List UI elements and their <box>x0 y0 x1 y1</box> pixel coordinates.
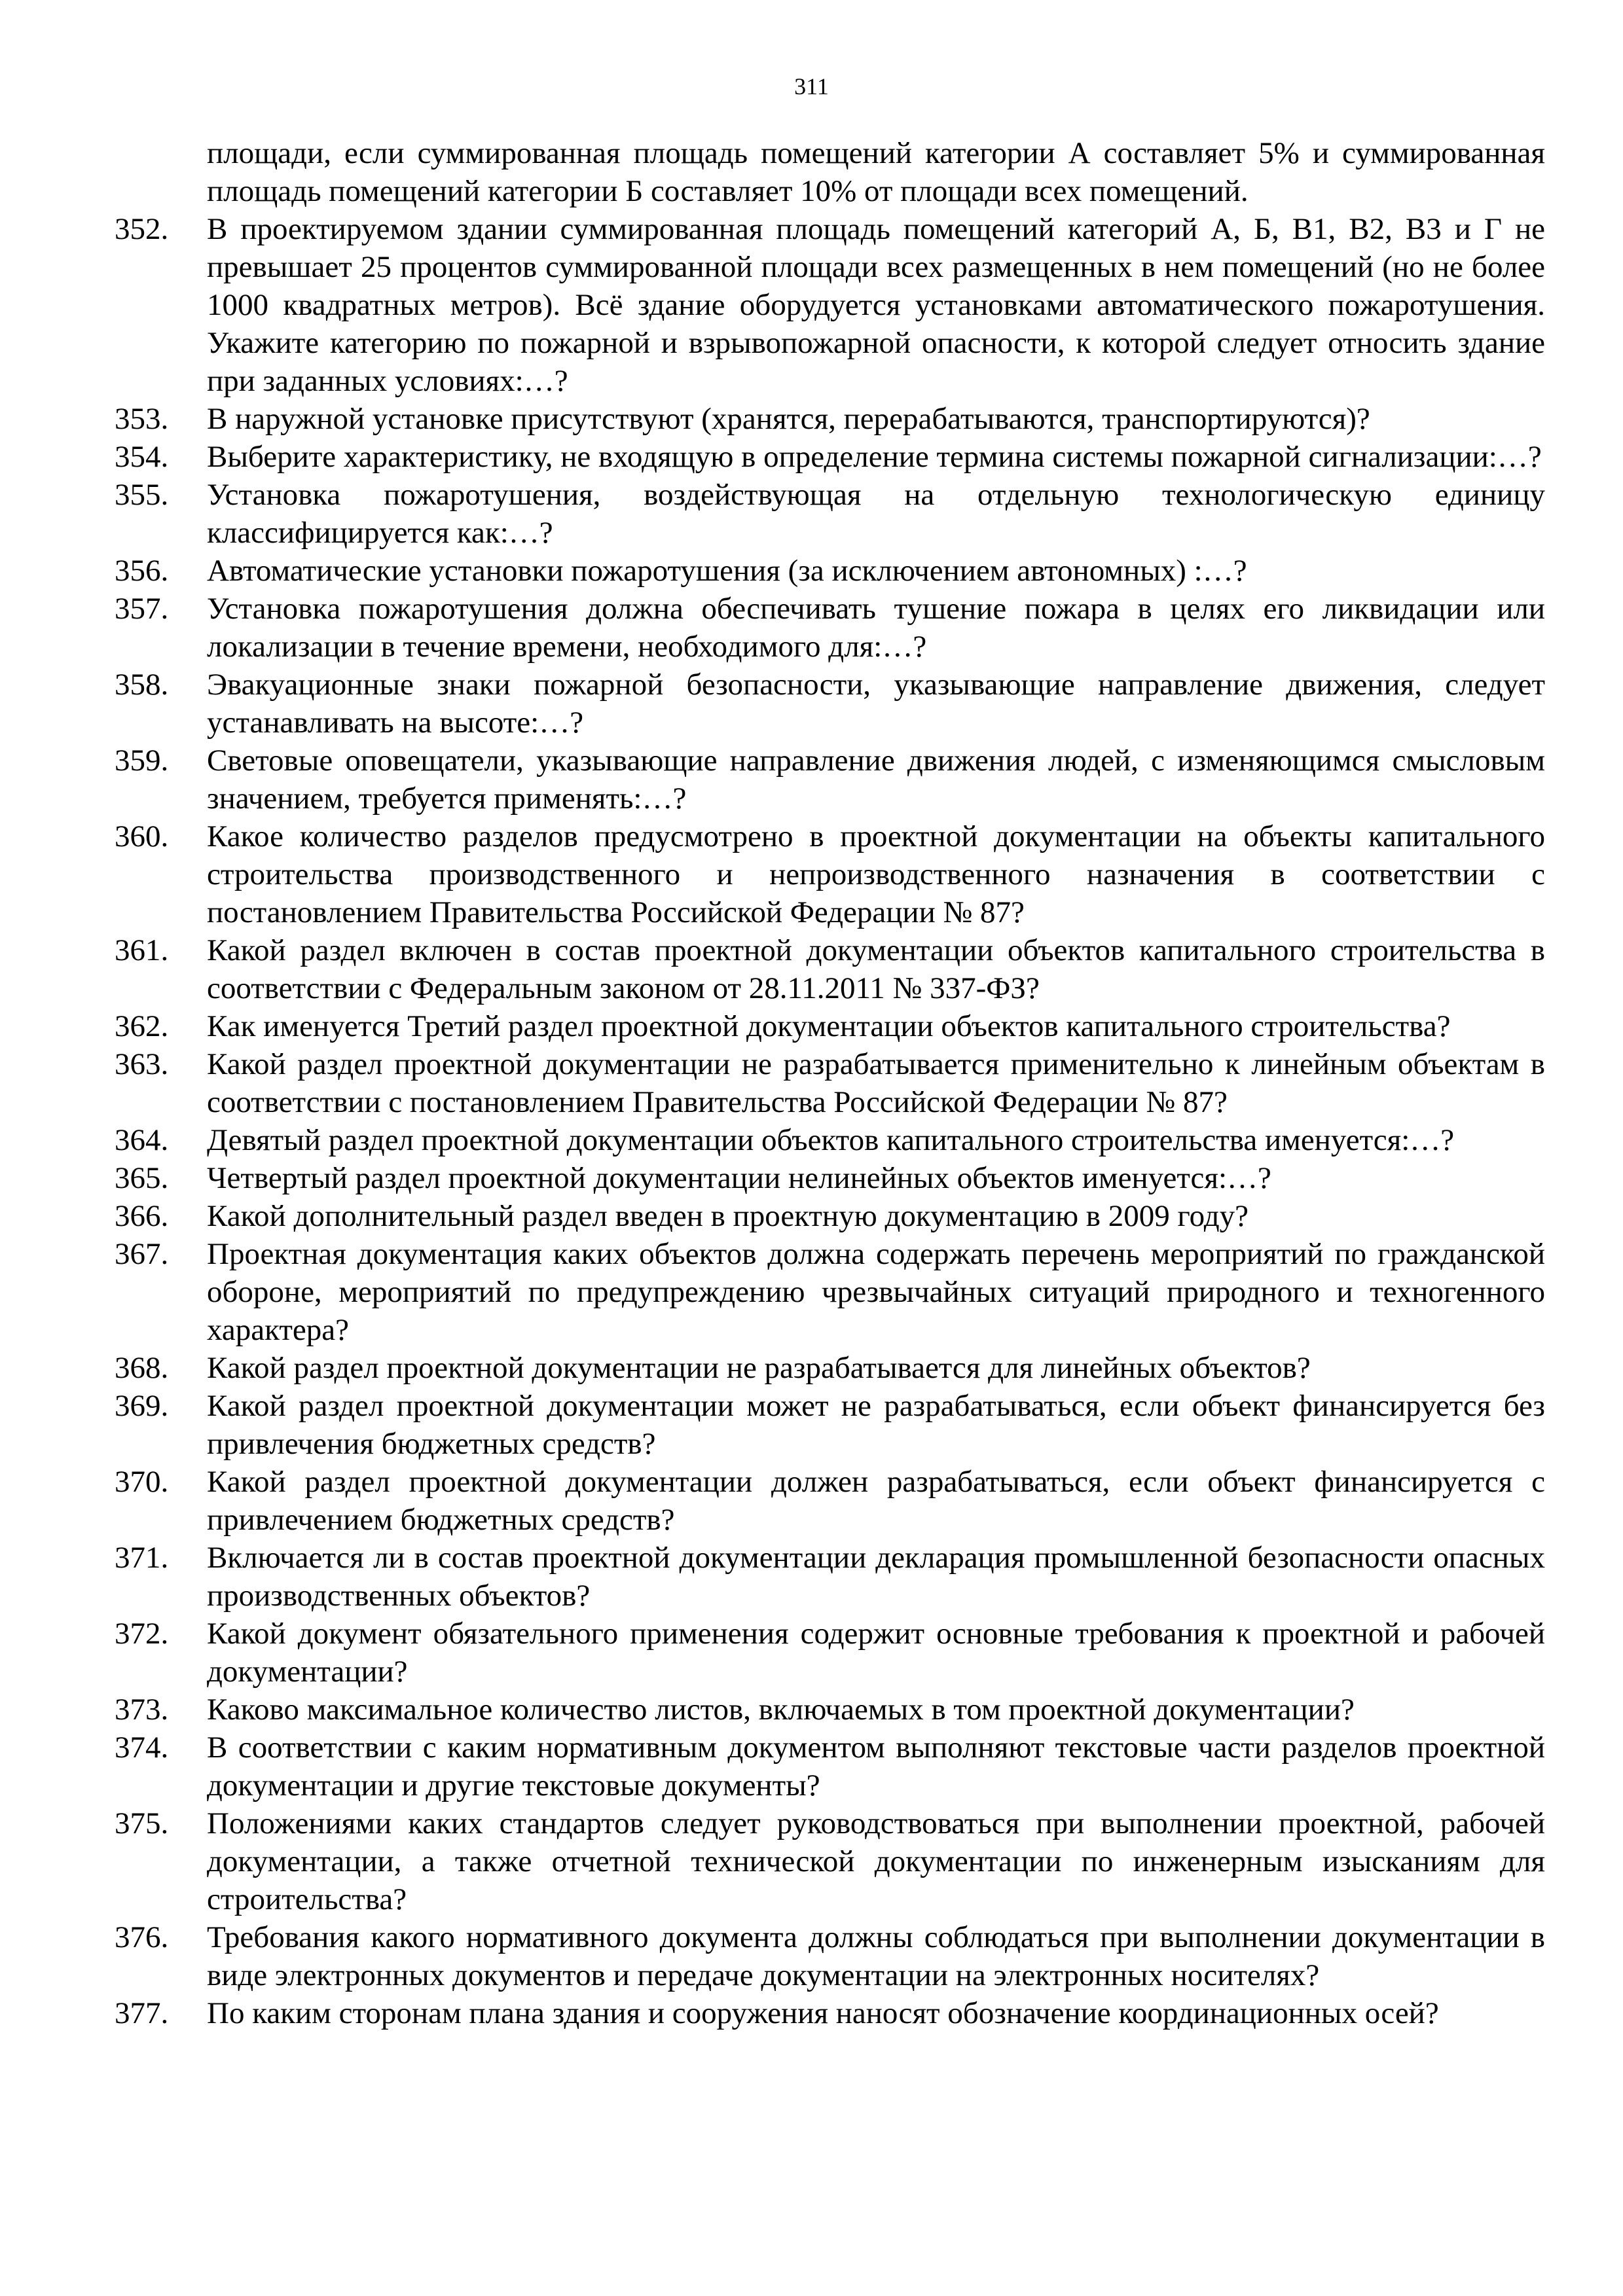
question-text: В наружной установке присутствуют (хранятся, перерабатываются, транспортируются)? <box>207 402 1370 436</box>
question-number: 369. <box>115 1389 169 1423</box>
question-item <box>115 476 1545 552</box>
question-item <box>115 1387 1545 1463</box>
question-item <box>115 817 1545 931</box>
question-item <box>115 1349 1545 1387</box>
question-item <box>115 1159 1545 1197</box>
question-number: 364. <box>115 1123 169 1157</box>
question-number: 374. <box>115 1731 169 1765</box>
question-list <box>115 210 1545 2032</box>
question-item <box>115 552 1545 590</box>
question-text: По каким сторонам плана здания и сооружения наносят обозначение координационных осей? <box>207 1996 1439 2030</box>
question-text: Установка пожаротушения, воздействующая на отдельную технологическую единицу классифицируется как:…? <box>207 478 1545 550</box>
question-number: 376. <box>115 1920 169 1954</box>
question-item <box>115 1121 1545 1159</box>
question-item <box>115 1615 1545 1691</box>
question-text: Положениями каких стандартов следует руководствоваться при выполнении проектной, рабочей документации, а также отчетной технической документации по инженерным изысканиям для строительства? <box>207 1806 1545 1916</box>
question-number: 375. <box>115 1806 169 1840</box>
question-number: 353. <box>115 402 169 436</box>
question-number: 352. <box>115 212 169 246</box>
question-text: В проектируемом здании суммированная площадь помещений категорий А, Б, В1, В2, В3 и Г не превышает 25 процентов суммированной площади всех размещенных в нем помещений (но не более 1000 квадратных метров). Всё здание оборудуется установками автоматического пожаротушения. Укажите категорию по пожарной и взрывопожарной опасности, к которой следует относить здание при заданных условиях:…? <box>207 212 1545 398</box>
question-number: 373. <box>115 1693 169 1727</box>
question-text: Какой документ обязательного применения содержит основные требования к проектной и рабочей документации? <box>207 1617 1545 1689</box>
question-number: 370. <box>115 1465 169 1499</box>
question-item <box>115 210 1545 400</box>
question-text: Установка пожаротушения должна обеспечивать тушение пожара в целях его ликвидации или локализации в течение времени, необходимого для:…? <box>207 592 1545 664</box>
question-number: 355. <box>115 478 169 512</box>
question-number: 360. <box>115 819 169 853</box>
question-text: Какой раздел проектной документации может не разрабатываться, если объект финансируется без привлечения бюджетных средств? <box>207 1389 1545 1461</box>
question-number: 368. <box>115 1351 169 1385</box>
question-text: Какой раздел включен в состав проектной документации объектов капитального строительства в соответствии с Федеральным законом от 28.11.2011 № 337-ФЗ? <box>207 933 1545 1005</box>
question-item <box>115 1691 1545 1729</box>
page-number: 311 <box>794 73 829 99</box>
question-number: 362. <box>115 1009 169 1043</box>
question-number: 359. <box>115 744 169 778</box>
question-text: Требования какого нормативного документа должны соблюдаться при выполнении документации в виде электронных документов и передаче документации на электронных носителях? <box>207 1920 1545 1992</box>
question-number: 356. <box>115 554 169 588</box>
question-text: Как именуется Третий раздел проектной документации объектов капитального строительства? <box>207 1009 1451 1043</box>
question-text: Какой раздел проектной документации не разрабатывается применительно к линейным объектам в соответствии с постановлением Правительства Российской Федерации № 87? <box>207 1047 1545 1119</box>
question-text: Включается ли в состав проектной документации декларация промышленной безопасности опасных производственных объектов? <box>207 1541 1545 1613</box>
question-item <box>115 742 1545 817</box>
question-text: Автоматические установки пожаротушения (за исключением автономных) :…? <box>207 554 1247 588</box>
question-item <box>115 1918 1545 1994</box>
question-item <box>115 931 1545 1007</box>
question-number: 367. <box>115 1237 169 1271</box>
question-item <box>115 666 1545 742</box>
question-text: Выберите характеристику, не входящую в определение термина системы пожарной сигнализации:…? <box>207 440 1542 474</box>
question-item <box>115 1235 1545 1349</box>
question-item <box>115 400 1545 438</box>
question-text: Проектная документация каких объектов должна содержать перечень мероприятий по гражданской обороне, мероприятий по предупреждению чрезвычайных ситуаций природного и техногенного характера? <box>207 1237 1545 1347</box>
question-number: 365. <box>115 1161 169 1195</box>
question-text: Эвакуационные знаки пожарной безопасности, указывающие направление движения, следует устанавливать на высоте:…? <box>207 668 1545 740</box>
question-item <box>115 1197 1545 1235</box>
question-item <box>115 1994 1545 2032</box>
question-item <box>115 1539 1545 1615</box>
question-number: 361. <box>115 933 169 967</box>
question-text: Четвертый раздел проектной документации нелинейных объектов именуется:…? <box>207 1161 1271 1195</box>
question-number: 377. <box>115 1996 169 2030</box>
continuation-paragraph: площади, если суммированная площадь помещений категории А составляет 5% и суммированная площадь помещений категории Б составляет 10% от площади всех помещений. <box>207 136 1545 208</box>
question-number: 371. <box>115 1541 169 1575</box>
question-item <box>115 590 1545 666</box>
question-item <box>115 438 1545 476</box>
question-item <box>115 1045 1545 1121</box>
page-content <box>115 134 1545 2032</box>
question-text: Каково максимальное количество листов, включаемых в том проектной документации? <box>207 1693 1355 1727</box>
question-text: Девятый раздел проектной документации объектов капитального строительства именуется:…? <box>207 1123 1455 1157</box>
question-number: 358. <box>115 668 169 702</box>
question-text: В соответствии с каким нормативным документом выполняют текстовые части разделов проектной документации и другие текстовые документы? <box>207 1731 1545 1803</box>
question-item <box>115 1804 1545 1918</box>
question-number: 372. <box>115 1617 169 1651</box>
question-text: Какой раздел проектной документации должен разрабатываться, если объект финансируется с привлечением бюджетных средств? <box>207 1465 1545 1537</box>
question-item <box>115 1007 1545 1045</box>
question-item <box>115 1729 1545 1804</box>
question-number: 363. <box>115 1047 169 1081</box>
question-text: Какое количество разделов предусмотрено в проектной документации на объекты капитального строительства производственного и непроизводственного назначения в соответствии с постановлением Правительства Российской Федерации № 87? <box>207 819 1545 929</box>
question-text: Какой раздел проектной документации не разрабатывается для линейных объектов? <box>207 1351 1311 1385</box>
question-item <box>115 1463 1545 1539</box>
question-text: Какой дополнительный раздел введен в проектную документацию в 2009 году? <box>207 1199 1249 1233</box>
question-number: 357. <box>115 592 169 626</box>
question-number: 366. <box>115 1199 169 1233</box>
question-number: 354. <box>115 440 169 474</box>
question-text: Световые оповещатели, указывающие направление движения людей, с изменяющимся смысловым значением, требуется применять:…? <box>207 744 1545 816</box>
